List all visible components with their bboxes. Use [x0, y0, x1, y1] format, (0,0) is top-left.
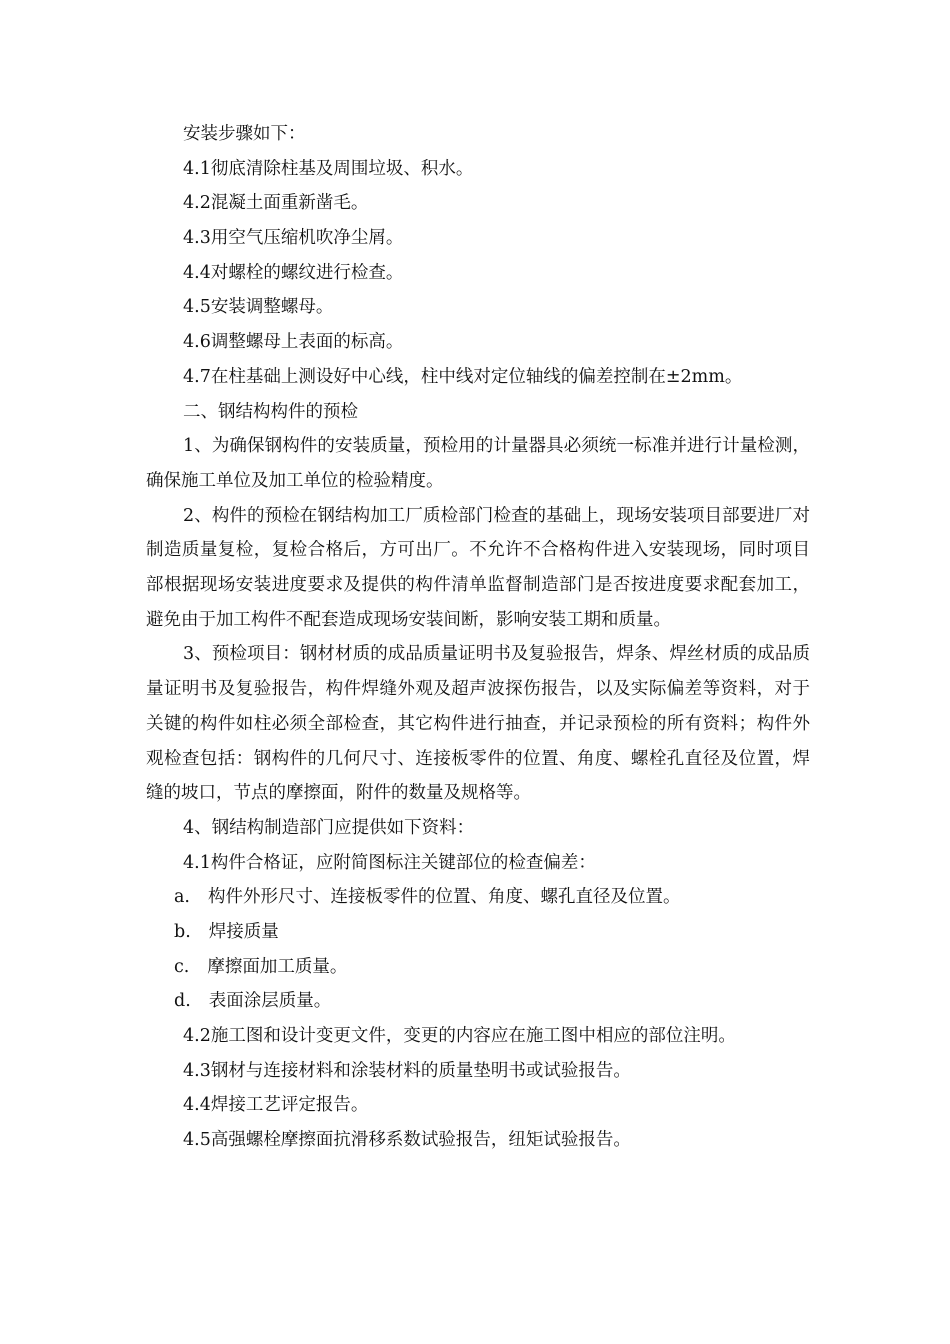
step-4-1: 4.1彻底清除柱基及周围垃圾、积水。 — [183, 158, 474, 179]
item-4-1: 4.1构件合格证，应附简图标注关键部位的检查偏差： — [183, 852, 596, 873]
step-4-5: 4.5安装调整螺母。 — [183, 297, 334, 318]
sub-item-marker: b. — [174, 921, 191, 942]
sub-item-d — [146, 984, 810, 1019]
document-body — [146, 117, 810, 1158]
paragraph-3: 3、预检项目：钢材材质的成品质量证明书及复验报告，焊条、焊丝材质的成品质量证明书及复验报告，构件焊缝外观及超声波探伤报告，以及实际偏差等资料，对于关键的构件如柱必须全部检查，其它构件进行抽查，并记录预检的所有资料；构件外观检查包括：钢构件的几何尺寸、连接板零件的位置、角度、螺栓孔直径及位置，焊缝的坡口，节点的摩擦面，附件的数量及规格等。 — [146, 644, 810, 804]
step-4-3: 4.3用空气压缩机吹净尘屑。 — [183, 228, 404, 249]
steps-heading: 安装步骤如下： — [183, 124, 306, 144]
paragraph-1: 1、为确保钢构件的安装质量，预检用的计量器具必须统一标准并进行计量检测，确保施工单位及加工单位的检验精度。 — [146, 436, 810, 491]
sub-item-a — [146, 880, 810, 915]
section-heading-precheck: 二、钢结构构件的预检 — [183, 401, 358, 422]
sub-item-marker: a. — [174, 887, 190, 908]
sub-item-c — [146, 950, 810, 985]
step-4-6: 4.6调整螺母上表面的标高。 — [183, 332, 404, 353]
paragraph-2: 2、构件的预检在钢结构加工厂质检部门检查的基础上，现场安装项目部要进厂对制造质量复检，复检合格后，方可出厂。不允许不合格构件进入安装现场，同时项目部根据现场安装进度要求及提供的构件清单监督制造部门是否按进度要求配套加工，避免由于加工构件不配套造成现场安装间断，影响安装工期和质量。 — [146, 505, 810, 630]
item-4-2: 4.2施工图和设计变更文件，变更的内容应在施工图中相应的部位注明。 — [183, 1026, 736, 1047]
item-4-heading: 4、钢结构制造部门应提供如下资料： — [183, 817, 475, 838]
sub-item-text: 焊接质量 — [208, 921, 279, 942]
item-4-3: 4.3钢材与连接材料和涂装材料的质量垫明书或试验报告。 — [183, 1060, 631, 1081]
sub-item-text: 构件外形尺寸、连接板零件的位置、角度、螺孔直径及位置。 — [208, 887, 681, 908]
sub-item-marker: c. — [174, 956, 190, 977]
step-4-7: 4.7在柱基础上测设好中心线，柱中线对定位轴线的偏差控制在±2mm。 — [183, 366, 743, 387]
step-4-4: 4.4对螺栓的螺纹进行检查。 — [183, 262, 404, 283]
sub-item-text: 表面涂层质量。 — [208, 991, 332, 1012]
item-4-4: 4.4焊接工艺评定报告。 — [183, 1095, 369, 1116]
sub-item-b — [146, 915, 810, 950]
sub-item-text: 摩擦面加工质量。 — [207, 956, 348, 977]
item-4-5: 4.5高强螺栓摩擦面抗滑移系数试验报告，纽矩试验报告。 — [183, 1130, 631, 1151]
step-4-2: 4.2混凝土面重新凿毛。 — [183, 193, 369, 214]
sub-item-marker: d. — [174, 991, 191, 1012]
